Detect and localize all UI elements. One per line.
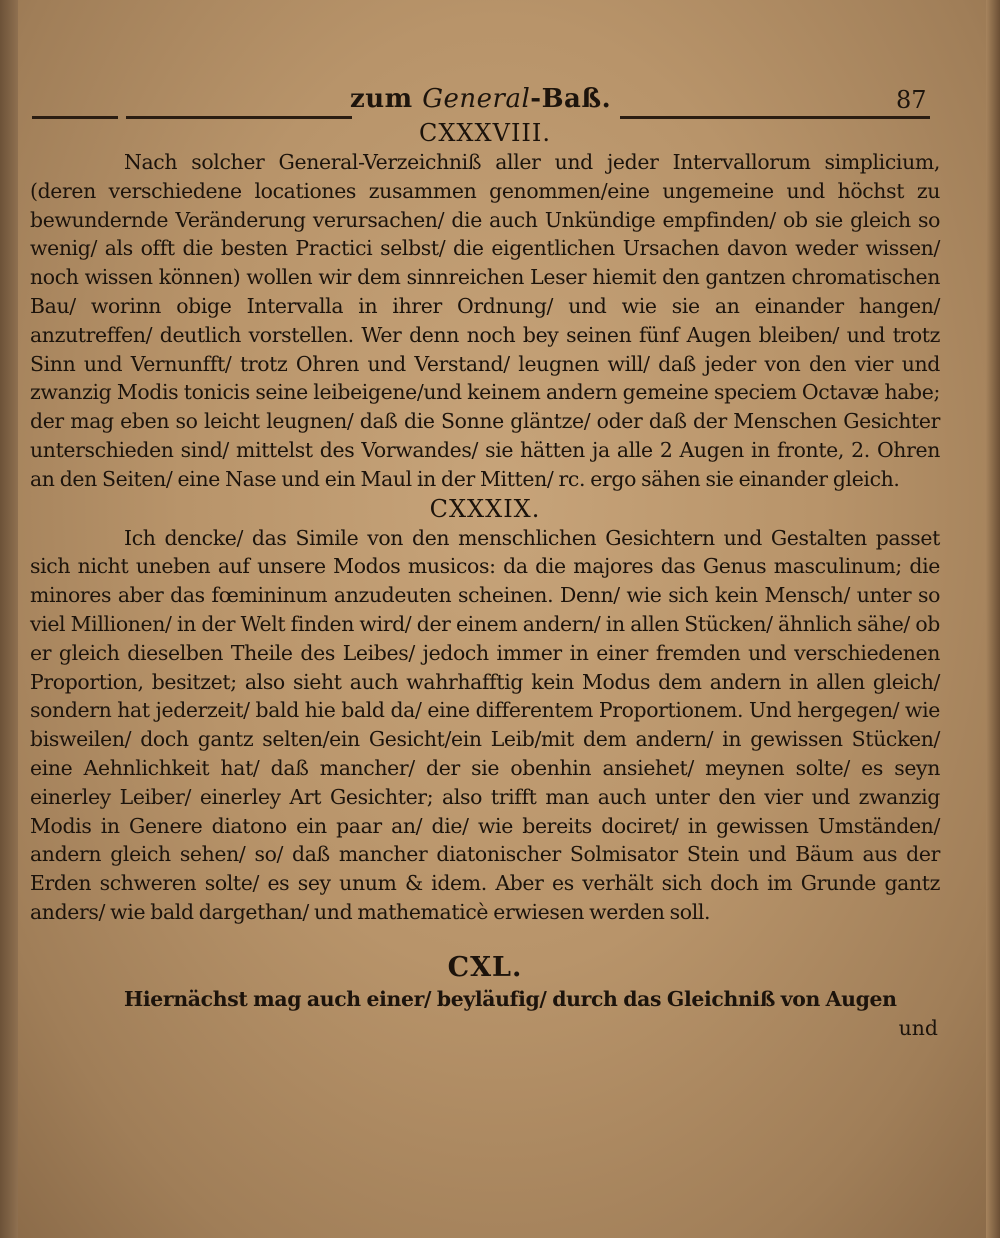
paragraph-140: Hiernächst mag auch einer/ beyläufig/ durch das Gleichniß von Augen <box>124 986 897 1011</box>
section-heading-140: CXL. <box>447 951 523 983</box>
page-left-edge <box>0 0 18 1238</box>
running-title <box>350 84 611 114</box>
page-right-edge <box>986 0 1000 1238</box>
section-heading-138: CXXXVIII. <box>418 119 552 147</box>
section-heading-139: CXXXIX. <box>429 494 541 523</box>
body-text <box>30 118 940 1042</box>
running-header <box>30 78 960 118</box>
page-number: 87 <box>896 86 927 114</box>
paragraph-138: Nach solcher General-Verzeichniß aller und jeder Intervallorum simplicium, (deren verschiedene locationes zusammen genommen/eine ungemeine und höchst zu bewundernde Veränderung verursachen/ die auch Unkündige empfinden/ ob sie gleich so wenig/ als offt die besten Practici selbst/ die eigentlichen Ursachen davon weder wissen/ noch wissen können) wollen wir dem sinnreichen Leser hiemit den gantzen chromatischen Bau/ worinn obige Intervalla in ihrer Ordnung/ und wie sie an einander hangen/ anzutreffen/ deutlich vorstellen. Wer denn noch bey seinen fünf Augen bleiben/ und trotz Sinn und Vernunfft/ trotz Ohren und Verstand/ leugnen will/ daß jeder von den vier und zwanzig Modis tonicis seine leibeigene/und keinem andern gemeine speciem Octavæ habe; der mag eben so leicht leugnen/ daß die Sonne gläntze/ oder daß der Menschen Gesichter unterschieden sind/ mittelst des Vorwandes/ sie hätten ja alle 2 Augen in fronte, 2. Ohren an den Seiten/ eine Nase und ein Maul in der Mitten/ rc. ergo sähen sie einander gleich. <box>30 150 940 491</box>
running-title-prefix: zum <box>350 84 423 114</box>
catchword: und <box>898 1015 938 1040</box>
paragraph-139: Ich dencke/ das Simile von den menschlichen Gesichtern und Gestalten passet sich nicht uneben auf unsere Modos musicos: da die majores das Genus masculinum; die minores aber das fœmininum anzudeuten scheinen. Denn/ wie sich kein Mensch/ unter so viel Millionen/ in der Welt finden wird/ der einem andern/ in allen Stücken/ ähnlich sähe/ ob er gleich dieselben Theile des Leibes/ jedoch immer in einer fremden und verschiedenen Proportion, besitzet; also sieht auch wahrhafftig kein Modus dem andern in allen gleich/ sondern hat jederzeit/ bald hie bald da/ eine differentem Proportionem. Und hergegen/ wie bisweilen/ doch gantz selten/ein Gesicht/ein Leib/mit dem andern/ in gewissen Stücken/ eine Aehnlichkeit hat/ daß mancher/ der sie obenhin ansiehet/ meynen solte/ es seyn einerley Leiber/ einerley Art Gesichter; also trifft man auch unter den vier und zwanzig Modis in Genere diatono ein paar an/ die/ wie bereits dociret/ in gewissen Umständen/ andern gleich sehen/ so/ daß mancher diatonischer Solmisator Stein und Bäum aus der Erden schweren solte/ es sey unum & idem. Aber es verhält sich doch im Grunde gantz anders/ wie bald dargethan/ und mathematicè erwiesen werden soll. <box>30 525 940 924</box>
running-title-latin: General <box>422 84 531 114</box>
running-title-suffix: -Baß. <box>530 84 612 114</box>
